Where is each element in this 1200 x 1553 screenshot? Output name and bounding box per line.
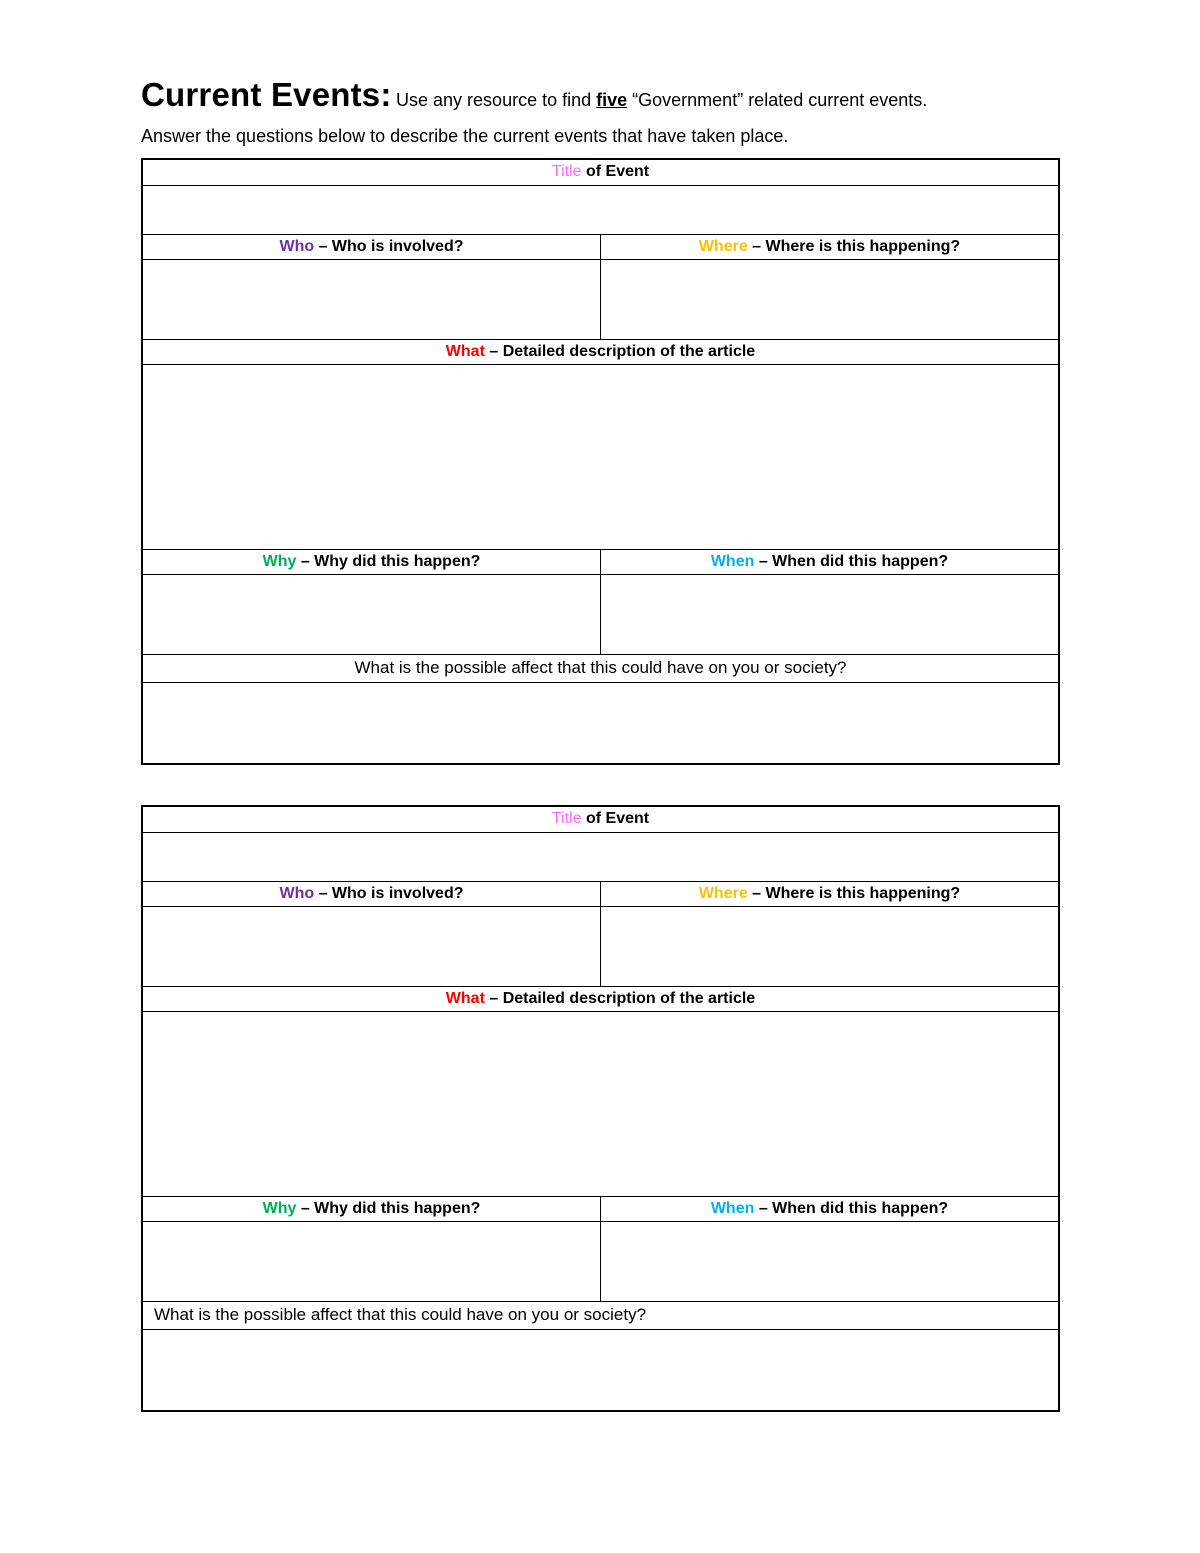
- heading-title: Current Events:: [141, 76, 392, 113]
- who-answer-field[interactable]: [143, 907, 600, 986]
- why-label: [143, 550, 600, 574]
- who-keyword: Who: [279, 885, 315, 902]
- title-label: [143, 807, 1058, 832]
- page-subtitle: Answer the questions below to describe the current events that have taken place.: [141, 126, 789, 146]
- who-where-label-row: [143, 235, 1058, 260]
- where-answer-field[interactable]: [600, 260, 1058, 339]
- who-where-label-row: [143, 882, 1058, 907]
- what-label-row: [143, 987, 1058, 1012]
- why-keyword: Why: [262, 1200, 297, 1217]
- event-form-1: [141, 158, 1060, 765]
- affect-answer-field[interactable]: [143, 683, 1058, 763]
- where-answer-field[interactable]: [600, 907, 1058, 986]
- who-keyword: Who: [279, 238, 315, 255]
- title-answer-field[interactable]: [143, 833, 1058, 881]
- why-answer-field[interactable]: [143, 1222, 600, 1301]
- affect-answer-field[interactable]: [143, 1330, 1058, 1410]
- why-label-rest: – Why did this happen?: [296, 553, 481, 570]
- affect-label-row: [143, 1302, 1058, 1330]
- why-when-answer-row: [143, 575, 1058, 655]
- title-answer-field[interactable]: [143, 186, 1058, 234]
- why-keyword: Why: [262, 553, 297, 570]
- where-keyword: Where: [698, 885, 748, 902]
- heading-text-start: Use any resource to find: [396, 90, 597, 110]
- what-label-rest: – Detailed description of the article: [484, 343, 756, 360]
- when-label-rest: – When did this happen?: [754, 553, 949, 570]
- what-keyword: What: [445, 343, 485, 360]
- when-label-rest: – When did this happen?: [754, 1200, 949, 1217]
- why-label-rest: – Why did this happen?: [296, 1200, 481, 1217]
- page-heading: [141, 76, 927, 114]
- what-answer-field[interactable]: [143, 365, 1058, 549]
- who-label: [143, 235, 600, 259]
- what-label: [143, 340, 1058, 364]
- heading-text-end: “Government” related current events.: [627, 90, 928, 110]
- why-answer-field[interactable]: [143, 575, 600, 654]
- where-label-rest: – Where is this happening?: [747, 238, 961, 255]
- who-answer-field[interactable]: [143, 260, 600, 339]
- title-label: [143, 160, 1058, 185]
- event-form-2: [141, 805, 1060, 1412]
- who-where-answer-row: [143, 260, 1058, 340]
- where-label: [600, 235, 1058, 259]
- what-label: [143, 987, 1058, 1011]
- where-label: [600, 882, 1058, 906]
- where-label-rest: – Where is this happening?: [747, 885, 961, 902]
- title-answer-row: [143, 833, 1058, 882]
- affect-label: What is the possible affect that this could have on you or society?: [154, 1305, 647, 1324]
- when-answer-field[interactable]: [600, 575, 1058, 654]
- what-keyword: What: [445, 990, 485, 1007]
- title-keyword: Title: [551, 810, 582, 827]
- title-keyword: Title: [551, 163, 582, 180]
- who-label-rest: – Who is involved?: [314, 885, 464, 902]
- heading-five: five: [596, 90, 628, 110]
- title-label-row: [143, 807, 1058, 833]
- affect-answer-row: [143, 683, 1058, 763]
- when-keyword: When: [710, 553, 755, 570]
- when-answer-field[interactable]: [600, 1222, 1058, 1301]
- why-when-label-row: [143, 550, 1058, 575]
- title-label-rest: of Event: [581, 163, 650, 180]
- when-label: [600, 1197, 1058, 1221]
- why-label: [143, 1197, 600, 1221]
- affect-label-row: [143, 655, 1058, 683]
- why-when-answer-row: [143, 1222, 1058, 1302]
- who-label-rest: – Who is involved?: [314, 238, 464, 255]
- where-keyword: Where: [698, 238, 748, 255]
- why-when-label-row: [143, 1197, 1058, 1222]
- heading-instructions: [396, 90, 927, 110]
- affect-label: What is the possible affect that this could have on you or society?: [354, 658, 847, 677]
- when-label: [600, 550, 1058, 574]
- when-keyword: When: [710, 1200, 755, 1217]
- what-answer-row: [143, 365, 1058, 550]
- affect-answer-row: [143, 1330, 1058, 1410]
- who-label: [143, 882, 600, 906]
- who-where-answer-row: [143, 907, 1058, 987]
- what-label-row: [143, 340, 1058, 365]
- title-label-row: [143, 160, 1058, 186]
- what-answer-row: [143, 1012, 1058, 1197]
- what-answer-field[interactable]: [143, 1012, 1058, 1196]
- title-label-rest: of Event: [581, 810, 650, 827]
- title-answer-row: [143, 186, 1058, 235]
- what-label-rest: – Detailed description of the article: [484, 990, 756, 1007]
